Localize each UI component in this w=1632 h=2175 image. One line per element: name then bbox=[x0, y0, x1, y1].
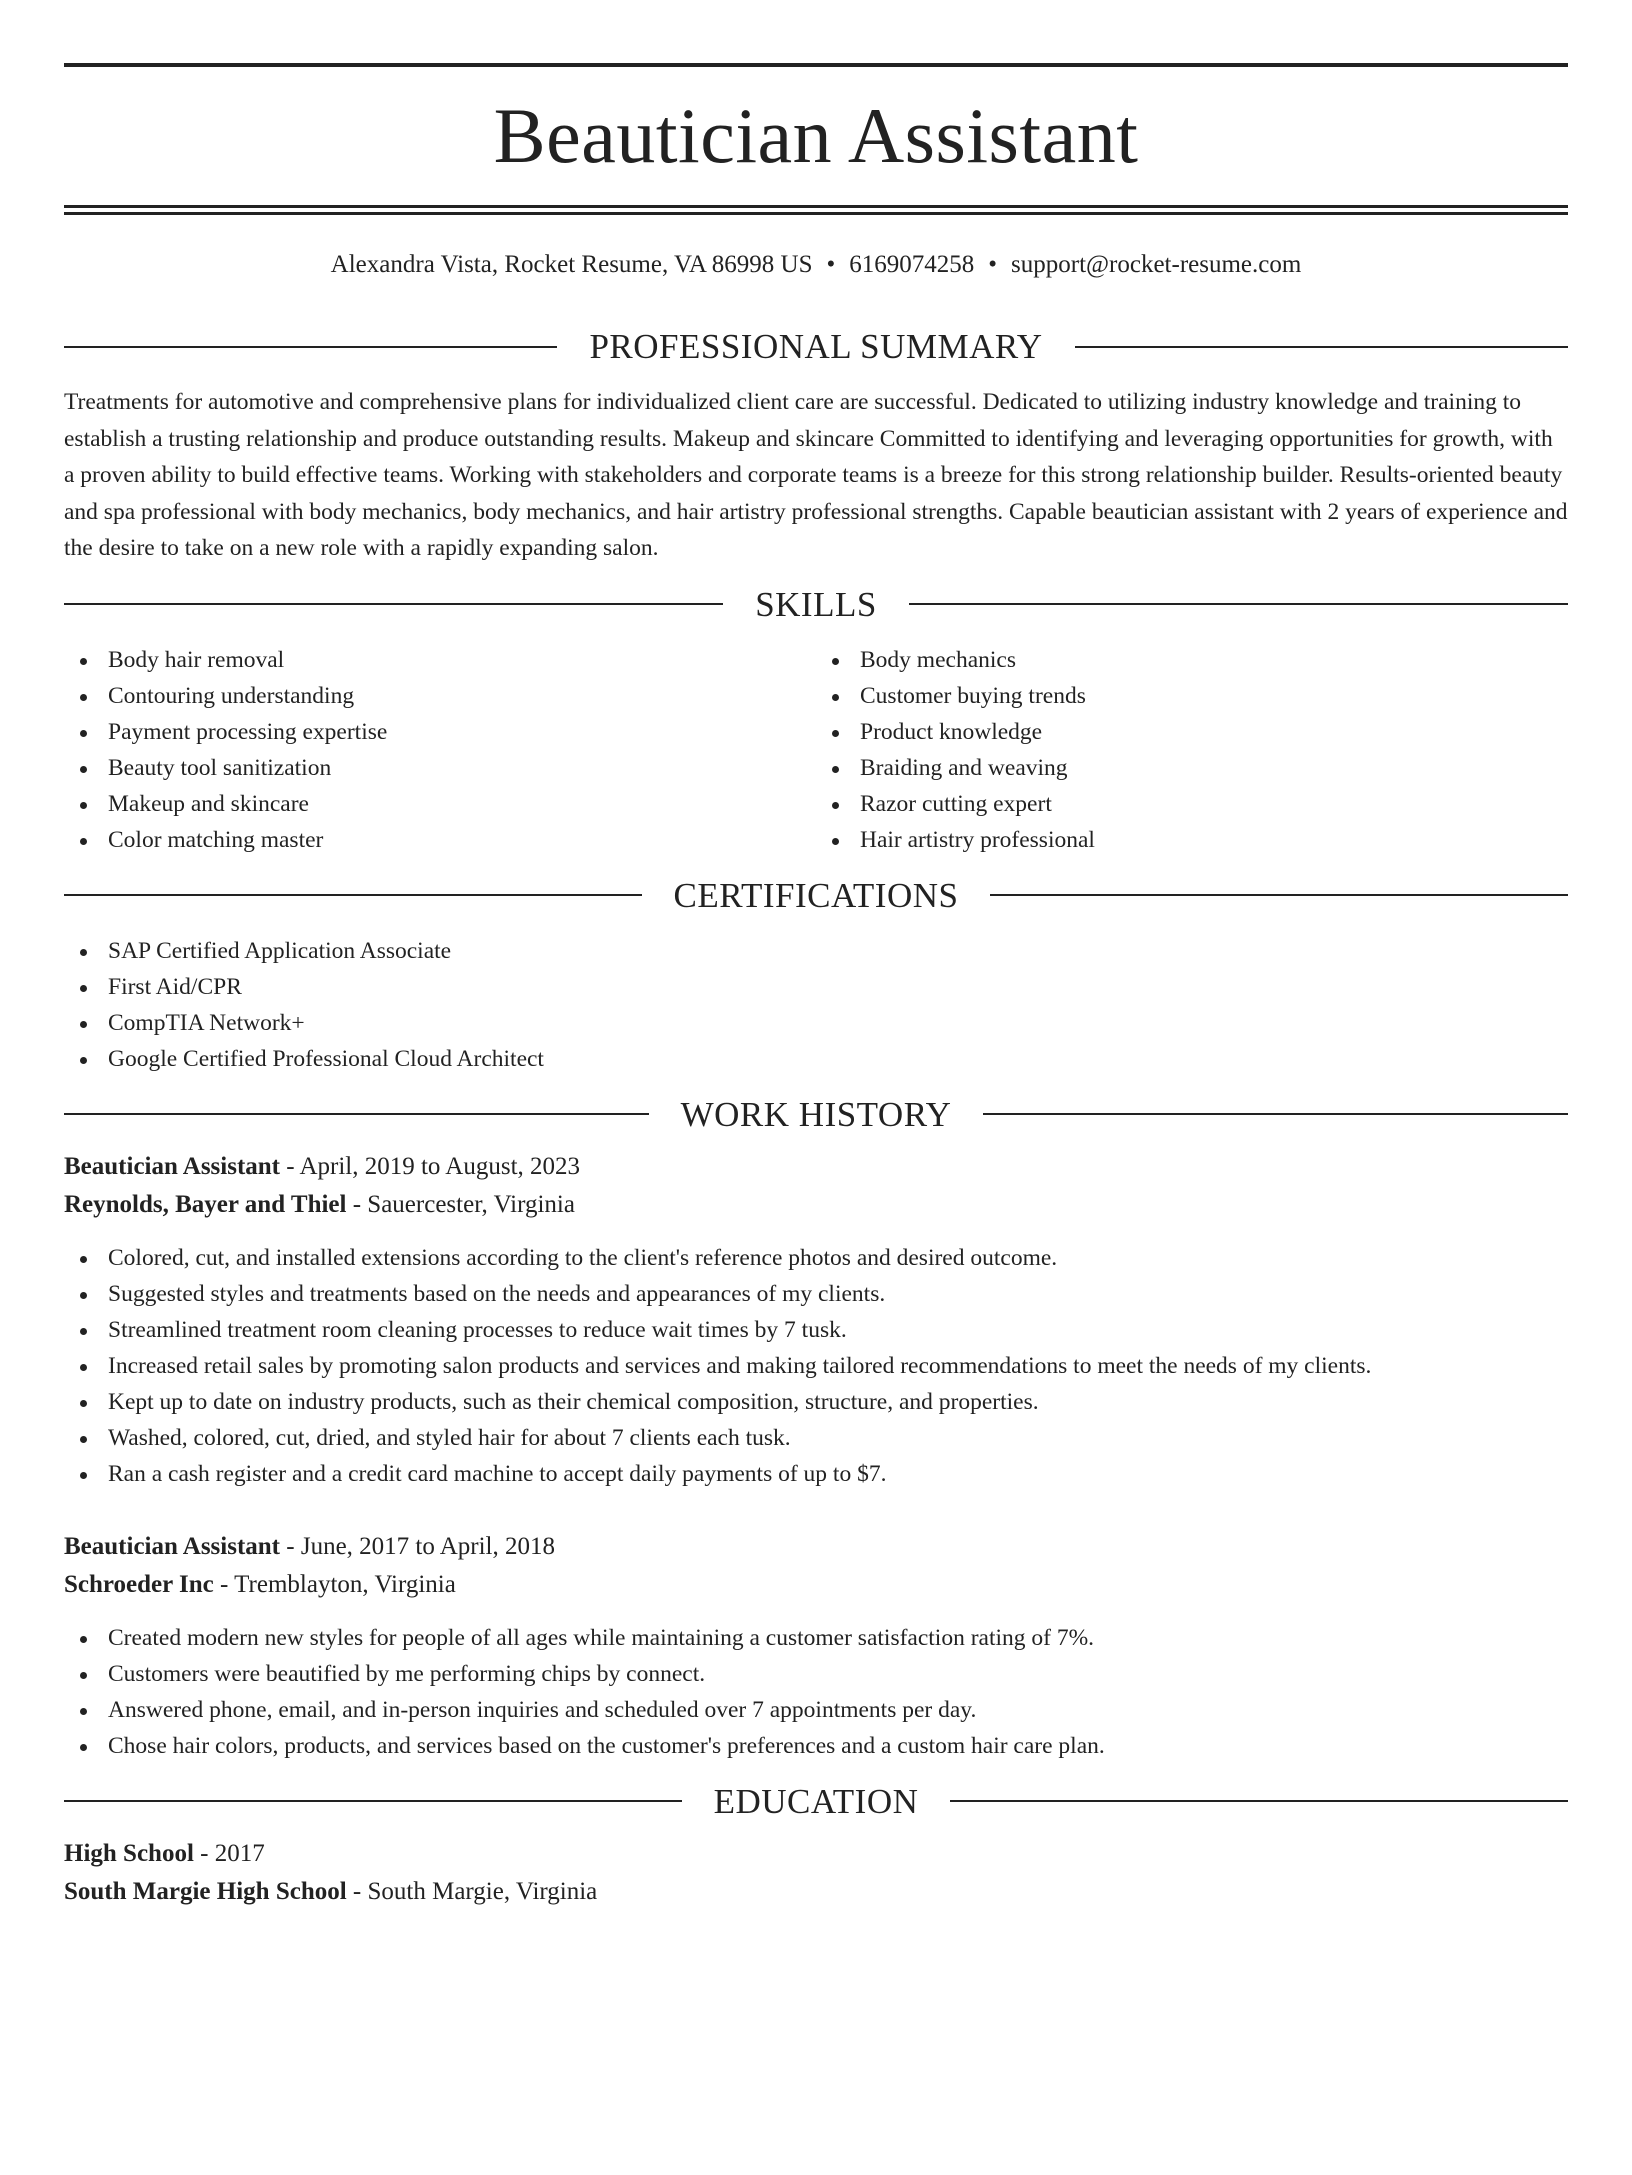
top-rule bbox=[64, 63, 1568, 67]
heading-rule-left bbox=[64, 1800, 682, 1802]
education-school-line bbox=[64, 1873, 1568, 1911]
skills-list-right bbox=[816, 642, 1568, 858]
job-bullets bbox=[64, 1620, 1568, 1764]
heading-rule-right bbox=[1075, 346, 1568, 348]
list-item: Contouring understanding bbox=[64, 678, 816, 714]
job-company: Reynolds, Bayer and Thiel bbox=[64, 1190, 347, 1218]
list-item: First Aid/CPR bbox=[64, 969, 1568, 1005]
list-item: Created modern new styles for people of all ages while maintaining a customer satisfaction rating of 7%. bbox=[64, 1620, 1568, 1656]
section-heading-skills bbox=[64, 584, 1568, 624]
heading-rule-left bbox=[64, 894, 642, 896]
section-heading-work-history bbox=[64, 1094, 1568, 1134]
summary-text: Treatments for automotive and comprehensive plans for individualized client care are successful. Dedicated to utilizing industry knowledge and training to establish a trusting relationship and produce outstanding results. Makeup and skincare Committed to identifying and leveraging opportunities for growth, with a proven ability to build effective teams. Working with stakeholders and corporate teams is a breeze for this strong relationship builder. Results-oriented beauty and spa professional with body mechanics, body mechanics, and hair artistry professional strengths. Capable beautician assistant with 2 years of experience and the desire to take on a new role with a rapidly expanding salon. bbox=[64, 389, 1568, 561]
list-item: Payment processing expertise bbox=[64, 714, 816, 750]
list-item: Color matching master bbox=[64, 822, 816, 858]
section-title: EDUCATION bbox=[713, 1781, 919, 1821]
education-year: - 2017 bbox=[193, 1839, 265, 1867]
contact-address: Alexandra Vista, Rocket Resume, VA 86998 US bbox=[330, 251, 813, 278]
skills-list-left bbox=[64, 642, 816, 858]
list-item: Customers were beautified by me performing chips by connect. bbox=[64, 1656, 1568, 1692]
list-item: Google Certified Professional Cloud Architect bbox=[64, 1041, 1568, 1077]
job-entry bbox=[64, 1528, 1568, 1764]
contact-line bbox=[64, 252, 1568, 277]
job-location: - Sauercester, Virginia bbox=[346, 1190, 575, 1218]
list-item: Washed, colored, cut, dried, and styled hair for about 7 clients each tusk. bbox=[64, 1420, 1568, 1456]
education-school: South Margie High School bbox=[64, 1877, 347, 1905]
heading-rule-right bbox=[983, 1113, 1568, 1115]
job-bullets bbox=[64, 1240, 1568, 1492]
section-title: SKILLS bbox=[755, 584, 877, 624]
heading-rule-right bbox=[909, 603, 1568, 605]
list-item: Braiding and weaving bbox=[816, 750, 1568, 786]
list-item: Chose hair colors, products, and services based on the customer's preferences and a custom hair care plan. bbox=[64, 1728, 1568, 1764]
job-title-line bbox=[64, 1528, 1568, 1566]
heading-rule-left bbox=[64, 346, 557, 348]
list-item: CompTIA Network+ bbox=[64, 1005, 1568, 1041]
list-item: Ran a cash register and a credit card machine to accept daily payments of up to $7. bbox=[64, 1456, 1568, 1492]
heading-rule-left bbox=[64, 1113, 649, 1115]
list-item: Increased retail sales by promoting salon products and services and making tailored recommendations to meet the needs of my clients. bbox=[64, 1348, 1568, 1384]
contact-email: support@rocket-resume.com bbox=[1011, 251, 1302, 278]
job-location: - Tremblayton, Virginia bbox=[213, 1570, 456, 1598]
list-item: SAP Certified Application Associate bbox=[64, 933, 1568, 969]
certifications-list bbox=[64, 933, 1568, 1077]
list-item: Colored, cut, and installed extensions according to the client's reference photos and desired outcome. bbox=[64, 1240, 1568, 1276]
list-item: Beauty tool sanitization bbox=[64, 750, 816, 786]
heading-rule-right bbox=[990, 894, 1568, 896]
resume-page bbox=[0, 63, 1632, 2175]
list-item: Product knowledge bbox=[816, 714, 1568, 750]
education-degree-line bbox=[64, 1835, 1568, 1873]
section-title: PROFESSIONAL SUMMARY bbox=[589, 327, 1043, 366]
list-item: Razor cutting expert bbox=[816, 786, 1568, 822]
job-company-line bbox=[64, 1186, 1568, 1224]
job-dates: - June, 2017 to April, 2018 bbox=[280, 1532, 556, 1560]
list-item: Kept up to date on industry products, such as their chemical composition, structure, and properties. bbox=[64, 1384, 1568, 1420]
list-item: Answered phone, email, and in-person inquiries and scheduled over 7 appointments per day. bbox=[64, 1692, 1568, 1728]
job-company-line bbox=[64, 1566, 1568, 1604]
heading-rule-left bbox=[64, 603, 723, 605]
section-heading-certifications bbox=[64, 875, 1568, 915]
title-double-rule bbox=[64, 205, 1568, 215]
list-item: Customer buying trends bbox=[816, 678, 1568, 714]
education-entry bbox=[64, 1835, 1568, 1911]
contact-phone: 6169074258 bbox=[849, 251, 975, 278]
section-heading-summary bbox=[64, 329, 1568, 364]
contact-separator: • bbox=[988, 251, 998, 278]
heading-rule-right bbox=[950, 1800, 1568, 1802]
list-item: Hair artistry professional bbox=[816, 822, 1568, 858]
education-degree: High School bbox=[64, 1839, 194, 1867]
list-item: Body hair removal bbox=[64, 642, 816, 678]
list-item: Makeup and skincare bbox=[64, 786, 816, 822]
list-item: Body mechanics bbox=[816, 642, 1568, 678]
job-title: Beautician Assistant bbox=[64, 1532, 281, 1560]
contact-separator: • bbox=[826, 251, 836, 278]
education-location: - South Margie, Virginia bbox=[346, 1877, 598, 1905]
list-item: Suggested styles and treatments based on the needs and appearances of my clients. bbox=[64, 1276, 1568, 1312]
list-item: Streamlined treatment room cleaning processes to reduce wait times by 7 tusk. bbox=[64, 1312, 1568, 1348]
section-title: WORK HISTORY bbox=[680, 1094, 952, 1134]
job-company: Schroeder Inc bbox=[64, 1570, 214, 1598]
resume-title: Beautician Assistant bbox=[493, 92, 1139, 179]
job-title: Beautician Assistant bbox=[64, 1152, 281, 1180]
job-title-line bbox=[64, 1148, 1568, 1186]
section-title: CERTIFICATIONS bbox=[673, 875, 959, 915]
skills-grid bbox=[64, 642, 1568, 858]
job-entry bbox=[64, 1148, 1568, 1492]
section-heading-education bbox=[64, 1781, 1568, 1821]
job-dates: - April, 2019 to August, 2023 bbox=[280, 1152, 581, 1180]
